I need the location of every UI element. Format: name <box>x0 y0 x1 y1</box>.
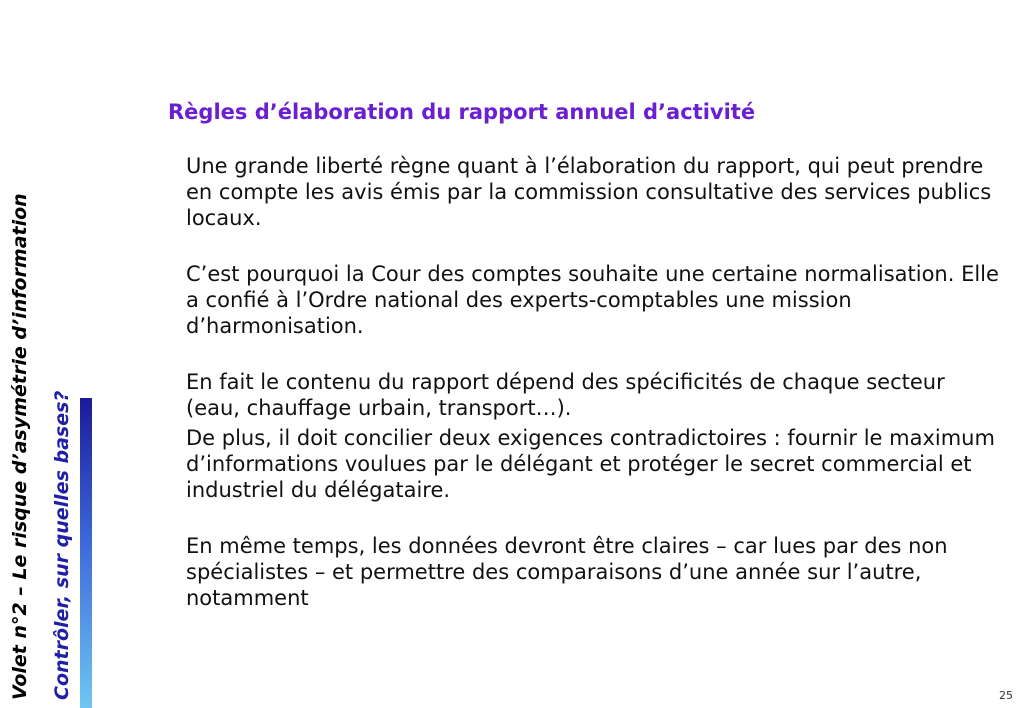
section-title-vertical: Volet n°2 – Le risque d’asymétrie d’information <box>9 193 31 700</box>
slide-body <box>186 153 1001 611</box>
section-subtitle-vertical: Contrôler, sur quelles bases? <box>51 390 73 700</box>
slide-title: Règles d’élaboration du rapport annuel d’activité <box>168 100 756 124</box>
paragraph-sector-content: En fait le contenu du rapport dépend des spécificités de chaque secteur (eau, chauffage urbain, transport…). <box>186 370 945 420</box>
paragraph-freedom: Une grande liberté règne quant à l’élaboration du rapport, qui peut prendre en compte les avis émis par la commission consultative des services publics locaux. <box>186 154 992 230</box>
paragraph-clarity: En même temps, les données devront être claires – car lues par des non spécialistes – et permettre des comparaisons d’une année sur l’autre, notamment <box>186 534 948 610</box>
page-number: 25 <box>999 689 1013 702</box>
paragraph-contradictory-requirements: De plus, il doit concilier deux exigences contradictoires : fournir le maximum d’informations voulues par le délégant et protéger le secret commercial et industriel du délégataire. <box>186 426 995 502</box>
paragraph-normalisation: C’est pourquoi la Cour des comptes souhaite une certaine normalisation. Elle a confié à l’Ordre national des experts-comptables une mission d’harmonisation. <box>186 262 999 338</box>
decorative-gradient-bar <box>80 398 92 708</box>
